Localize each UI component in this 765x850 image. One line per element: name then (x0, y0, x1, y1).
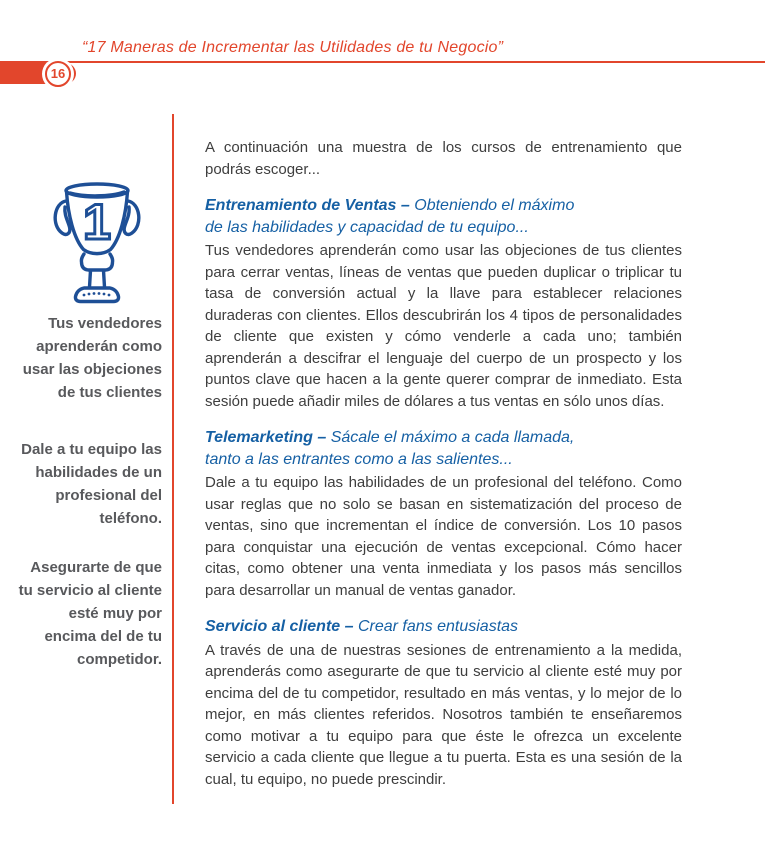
section-heading-lead: Servicio al cliente – (205, 618, 358, 635)
section-heading-lead: Telemarketing – (205, 429, 331, 446)
section-heading-rest: Obteniendo el máximo (414, 197, 575, 214)
trophy-base-dots (83, 292, 111, 296)
page-header-title: “17 Maneras de Incrementar las Utilidades de tu Negocio” (82, 39, 504, 56)
section-heading-rest-line2: tanto a las entrantes como a las salientes... (205, 450, 513, 468)
trophy-number: 1 (83, 194, 111, 250)
page-number-badge: 16 (45, 61, 71, 87)
section-heading-rest: Crear fans entusiastas (357, 618, 519, 635)
section-heading (205, 427, 682, 470)
trophy-number-1-icon (50, 177, 144, 311)
sidebar-note-servicio: Asegurarte de que tu servicio al cliente esté muy por encima del de tu competidor. (18, 559, 162, 668)
section-entrenamiento-de-ventas (205, 195, 682, 412)
header-rule (0, 61, 765, 63)
section-heading (205, 616, 682, 638)
section-body: Dale a tu equipo las habilidades de un profesional del teléfono. Como usar reglas que no solo se basan en sistematización del proceso de ventas, sino que incrementan el índice de conversión. Los 10 pasos para conquistar una ejecución de ventas excepcional. Cómo hacer citas, como obtener una venta inmediata y los pasos más sencillos para desarrollar un manual de ventas ganador. (205, 474, 682, 599)
section-body: A través de una de nuestras sesiones de entrenamiento a la medida, aprenderás como asegurarte de que tu servicio al cliente esté muy por encima del de tu competidor, resultado en más ventas, y lo mejor de lo mejor, en más clientes referidos. Nosotros también te enseñaremos como motivar a tu equipo para que éste le ofrezca un excelente servicio a cada cliente que llegue a tu puerta. Esta es una sesión de la cual, tu equipo, no puede prescindir. (205, 641, 682, 788)
main-content-column (205, 137, 682, 815)
section-body: Tus vendedores aprenderán como usar las objeciones de tus clientes para cerrar ventas, líneas de ventas que pueden duplicar o triplicar tu tasa de conversión actual y la llave para establecer relaciones duraderas con clientes. Ellos descubrirán los 4 tipos de personalidades de cliente que existen y cómo venderle a cada uno; también aprenderán a descifrar el lenguaje del cuerpo de un prospecto y los puntos clave que hacen a la gente querer comprar de inmediato. Esta sesión puede añadir miles de dólares a tus ventas en sólo unos días. (205, 242, 682, 410)
section-heading-rest: Sácale el máximo a cada llamada, (330, 429, 575, 446)
intro-paragraph: A continuación una muestra de los cursos de entrenamiento que podrás escoger... (205, 139, 682, 178)
sidebar-note-vendedores: Tus vendedores aprenderán como usar las objeciones de tus clientes (22, 315, 162, 401)
section-servicio-al-cliente (205, 616, 682, 790)
section-telemarketing (205, 427, 682, 601)
section-heading-lead: Entrenamiento de Ventas – (205, 197, 415, 214)
section-heading (205, 195, 682, 238)
section-heading-rest-line2: de las habilidades y capacidad de tu equipo... (205, 218, 529, 236)
vertical-divider-rule (172, 114, 174, 804)
sidebar-note-telefono: Dale a tu equipo las habilidades de un profesional del teléfono. (21, 441, 162, 527)
